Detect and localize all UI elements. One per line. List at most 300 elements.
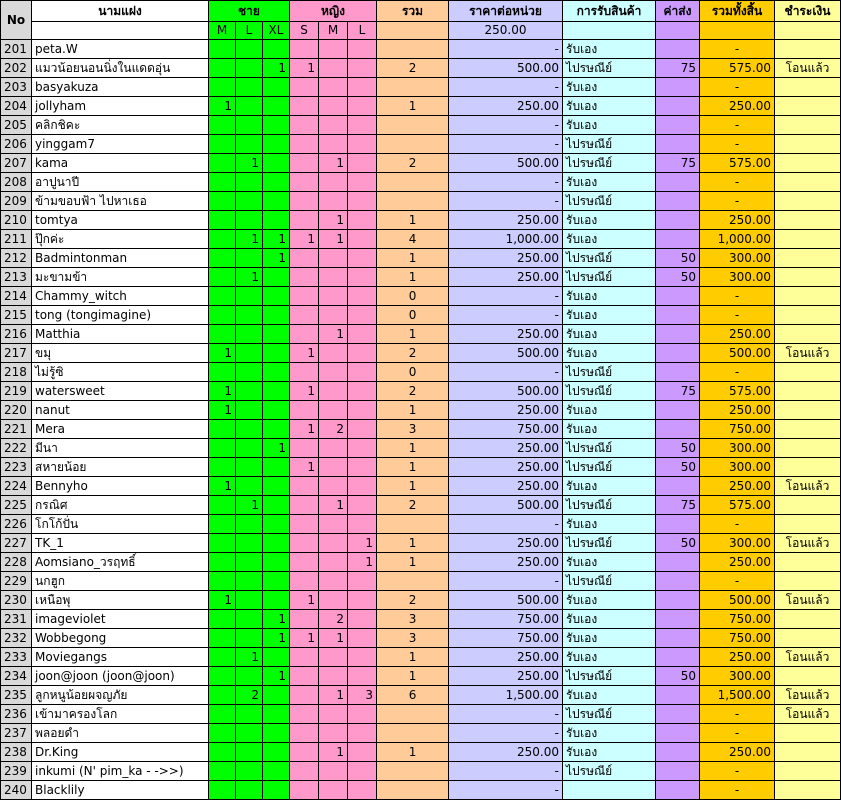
male-l-cell[interactable] [236, 192, 263, 211]
alias-cell[interactable]: kama [32, 154, 209, 173]
male-m-cell[interactable] [209, 325, 236, 344]
shipping-cell[interactable]: 50 [656, 249, 700, 268]
size-header-female-m[interactable]: M [319, 22, 348, 40]
unit-price-cell[interactable]: - [449, 762, 563, 781]
alias-cell[interactable]: ขมุ [32, 344, 209, 363]
male-m-cell[interactable]: 1 [209, 344, 236, 363]
female-l-cell[interactable] [348, 211, 377, 230]
grand-total-cell[interactable]: 575.00 [700, 382, 775, 401]
female-m-cell[interactable] [319, 192, 348, 211]
unit-price-cell[interactable]: 1,500.00 [449, 686, 563, 705]
total-qty-cell[interactable]: 0 [377, 287, 449, 306]
alias-cell[interactable]: basyakuza [32, 78, 209, 97]
alias-cell[interactable]: มีนา [32, 439, 209, 458]
male-xl-cell[interactable] [263, 572, 290, 591]
row-number[interactable]: 220 [1, 401, 32, 420]
row-number[interactable]: 213 [1, 268, 32, 287]
grand-total-cell[interactable]: 300.00 [700, 439, 775, 458]
payment-cell[interactable] [775, 629, 841, 648]
female-l-cell[interactable] [348, 496, 377, 515]
pickup-cell[interactable] [563, 781, 656, 800]
female-m-cell[interactable]: 1 [319, 743, 348, 762]
shipping-cell[interactable] [656, 781, 700, 800]
shipping-cell[interactable] [656, 724, 700, 743]
total-qty-cell[interactable] [377, 705, 449, 724]
total-qty-cell[interactable]: 1 [377, 211, 449, 230]
female-s-cell[interactable]: 1 [290, 344, 319, 363]
alias-cell[interactable]: tomtya [32, 211, 209, 230]
row-number[interactable]: 209 [1, 192, 32, 211]
unit-price-cell[interactable]: - [449, 116, 563, 135]
shipping-cell[interactable] [656, 230, 700, 249]
pickup-cell[interactable]: รับเอง [563, 344, 656, 363]
header-grand-total[interactable]: รวมทั้งสิ้น [700, 1, 775, 22]
female-s-cell[interactable] [290, 287, 319, 306]
male-m-cell[interactable] [209, 135, 236, 154]
size-header-pickup-blank[interactable] [563, 22, 656, 40]
size-header-male-m[interactable]: M [209, 22, 236, 40]
total-qty-cell[interactable]: 1 [377, 553, 449, 572]
alias-cell[interactable]: imageviolet [32, 610, 209, 629]
total-qty-cell[interactable]: 2 [377, 496, 449, 515]
pickup-cell[interactable]: รับเอง [563, 610, 656, 629]
unit-price-cell[interactable]: 250.00 [449, 97, 563, 116]
shipping-cell[interactable] [656, 325, 700, 344]
shipping-cell[interactable] [656, 287, 700, 306]
male-m-cell[interactable] [209, 743, 236, 762]
female-s-cell[interactable]: 1 [290, 591, 319, 610]
row-number[interactable]: 202 [1, 59, 32, 78]
male-m-cell[interactable] [209, 572, 236, 591]
male-l-cell[interactable]: 1 [236, 496, 263, 515]
unit-price-cell[interactable]: 250.00 [449, 401, 563, 420]
total-qty-cell[interactable]: 3 [377, 610, 449, 629]
total-qty-cell[interactable] [377, 515, 449, 534]
unit-price-cell[interactable]: 250.00 [449, 648, 563, 667]
alias-cell[interactable]: Badmintonman [32, 249, 209, 268]
male-xl-cell[interactable]: 1 [263, 249, 290, 268]
female-s-cell[interactable] [290, 572, 319, 591]
unit-price-cell[interactable]: - [449, 135, 563, 154]
grand-total-cell[interactable]: 250.00 [700, 477, 775, 496]
unit-price-cell[interactable]: - [449, 572, 563, 591]
female-m-cell[interactable]: 1 [319, 230, 348, 249]
female-s-cell[interactable] [290, 781, 319, 800]
total-qty-cell[interactable]: 1 [377, 268, 449, 287]
female-l-cell[interactable] [348, 762, 377, 781]
male-m-cell[interactable] [209, 306, 236, 325]
female-l-cell[interactable] [348, 648, 377, 667]
row-number[interactable]: 238 [1, 743, 32, 762]
female-l-cell[interactable] [348, 59, 377, 78]
alias-cell[interactable]: สหายน้อย [32, 458, 209, 477]
size-header-female-l[interactable]: L [348, 22, 377, 40]
shipping-cell[interactable] [656, 610, 700, 629]
payment-cell[interactable] [775, 116, 841, 135]
female-m-cell[interactable] [319, 135, 348, 154]
grand-total-cell[interactable]: 250.00 [700, 648, 775, 667]
female-l-cell[interactable] [348, 173, 377, 192]
grand-total-cell[interactable]: - [700, 363, 775, 382]
total-qty-cell[interactable]: 1 [377, 97, 449, 116]
payment-cell[interactable] [775, 135, 841, 154]
female-l-cell[interactable] [348, 97, 377, 116]
unit-price-cell[interactable]: 250.00 [449, 667, 563, 686]
alias-cell[interactable]: ปุ๊กค่ะ [32, 230, 209, 249]
payment-cell[interactable] [775, 458, 841, 477]
pickup-cell[interactable]: รับเอง [563, 477, 656, 496]
female-s-cell[interactable] [290, 439, 319, 458]
unit-price-cell[interactable]: 500.00 [449, 344, 563, 363]
grand-total-cell[interactable]: - [700, 515, 775, 534]
unit-price-cell[interactable]: 250.00 [449, 477, 563, 496]
grand-total-cell[interactable]: - [700, 306, 775, 325]
pickup-cell[interactable]: รับเอง [563, 173, 656, 192]
grand-total-cell[interactable]: - [700, 78, 775, 97]
row-number[interactable]: 227 [1, 534, 32, 553]
female-l-cell[interactable] [348, 458, 377, 477]
payment-cell[interactable] [775, 762, 841, 781]
female-m-cell[interactable] [319, 591, 348, 610]
female-l-cell[interactable] [348, 287, 377, 306]
male-xl-cell[interactable] [263, 344, 290, 363]
shipping-cell[interactable]: 50 [656, 458, 700, 477]
pickup-cell[interactable]: ไปรษณีย์ [563, 192, 656, 211]
female-m-cell[interactable] [319, 306, 348, 325]
payment-cell[interactable] [775, 496, 841, 515]
row-number[interactable]: 228 [1, 553, 32, 572]
payment-cell[interactable] [775, 230, 841, 249]
male-m-cell[interactable] [209, 116, 236, 135]
shipping-cell[interactable]: 50 [656, 534, 700, 553]
total-qty-cell[interactable]: 2 [377, 591, 449, 610]
male-l-cell[interactable] [236, 515, 263, 534]
total-qty-cell[interactable] [377, 40, 449, 59]
pickup-cell[interactable]: รับเอง [563, 211, 656, 230]
female-s-cell[interactable]: 1 [290, 458, 319, 477]
female-m-cell[interactable] [319, 78, 348, 97]
female-s-cell[interactable]: 1 [290, 629, 319, 648]
payment-cell[interactable]: โอนแล้ว [775, 705, 841, 724]
female-l-cell[interactable] [348, 306, 377, 325]
female-s-cell[interactable] [290, 97, 319, 116]
total-qty-cell[interactable]: 2 [377, 382, 449, 401]
unit-price-cell[interactable]: - [449, 724, 563, 743]
alias-cell[interactable]: watersweet [32, 382, 209, 401]
row-number[interactable]: 226 [1, 515, 32, 534]
total-qty-cell[interactable]: 1 [377, 648, 449, 667]
female-m-cell[interactable] [319, 667, 348, 686]
payment-cell[interactable] [775, 610, 841, 629]
male-l-cell[interactable] [236, 116, 263, 135]
female-m-cell[interactable]: 2 [319, 420, 348, 439]
row-number[interactable]: 224 [1, 477, 32, 496]
payment-cell[interactable]: โอนแล้ว [775, 591, 841, 610]
payment-cell[interactable] [775, 553, 841, 572]
size-header-female-s[interactable]: S [290, 22, 319, 40]
female-m-cell[interactable] [319, 534, 348, 553]
female-s-cell[interactable] [290, 154, 319, 173]
male-xl-cell[interactable] [263, 78, 290, 97]
female-l-cell[interactable] [348, 344, 377, 363]
grand-total-cell[interactable]: 300.00 [700, 534, 775, 553]
female-l-cell[interactable] [348, 40, 377, 59]
female-m-cell[interactable] [319, 268, 348, 287]
header-shipping[interactable]: ค่าส่ง [656, 1, 700, 22]
female-s-cell[interactable]: 1 [290, 420, 319, 439]
shipping-cell[interactable] [656, 420, 700, 439]
payment-cell[interactable] [775, 667, 841, 686]
male-xl-cell[interactable] [263, 97, 290, 116]
male-l-cell[interactable] [236, 762, 263, 781]
female-l-cell[interactable] [348, 629, 377, 648]
male-xl-cell[interactable] [263, 211, 290, 230]
unit-price-cell[interactable]: 500.00 [449, 154, 563, 173]
pickup-cell[interactable]: รับเอง [563, 724, 656, 743]
shipping-cell[interactable] [656, 686, 700, 705]
grand-total-cell[interactable]: 250.00 [700, 743, 775, 762]
pickup-cell[interactable]: ไปรษณีย์ [563, 458, 656, 477]
male-m-cell[interactable]: 1 [209, 382, 236, 401]
row-number[interactable]: 218 [1, 363, 32, 382]
row-number[interactable]: 222 [1, 439, 32, 458]
female-s-cell[interactable] [290, 610, 319, 629]
male-l-cell[interactable] [236, 382, 263, 401]
unit-price-cell[interactable]: 500.00 [449, 382, 563, 401]
male-l-cell[interactable]: 1 [236, 154, 263, 173]
female-l-cell[interactable]: 1 [348, 553, 377, 572]
female-l-cell[interactable] [348, 667, 377, 686]
shipping-cell[interactable] [656, 648, 700, 667]
pickup-cell[interactable]: ไปรษณีย์ [563, 363, 656, 382]
shipping-cell[interactable] [656, 78, 700, 97]
female-s-cell[interactable] [290, 667, 319, 686]
male-l-cell[interactable] [236, 629, 263, 648]
male-xl-cell[interactable] [263, 591, 290, 610]
male-l-cell[interactable] [236, 173, 263, 192]
shipping-cell[interactable] [656, 135, 700, 154]
row-number[interactable]: 229 [1, 572, 32, 591]
shipping-cell[interactable] [656, 629, 700, 648]
payment-cell[interactable] [775, 401, 841, 420]
female-s-cell[interactable] [290, 268, 319, 287]
male-l-cell[interactable] [236, 781, 263, 800]
male-l-cell[interactable] [236, 439, 263, 458]
grand-total-cell[interactable]: 750.00 [700, 420, 775, 439]
male-m-cell[interactable] [209, 59, 236, 78]
row-number[interactable]: 203 [1, 78, 32, 97]
unit-price-cell[interactable]: - [449, 192, 563, 211]
alias-cell[interactable]: มะขามข้า [32, 268, 209, 287]
payment-cell[interactable] [775, 40, 841, 59]
male-xl-cell[interactable] [263, 477, 290, 496]
payment-cell[interactable] [775, 306, 841, 325]
pickup-cell[interactable]: รับเอง [563, 553, 656, 572]
row-number[interactable]: 208 [1, 173, 32, 192]
grand-total-cell[interactable]: - [700, 287, 775, 306]
total-qty-cell[interactable]: 2 [377, 344, 449, 363]
shipping-cell[interactable]: 75 [656, 154, 700, 173]
row-number[interactable]: 211 [1, 230, 32, 249]
row-number[interactable]: 214 [1, 287, 32, 306]
male-l-cell[interactable] [236, 97, 263, 116]
male-xl-cell[interactable] [263, 192, 290, 211]
grand-total-cell[interactable]: - [700, 135, 775, 154]
male-l-cell[interactable] [236, 287, 263, 306]
female-m-cell[interactable] [319, 762, 348, 781]
grand-total-cell[interactable]: 500.00 [700, 591, 775, 610]
row-number[interactable]: 232 [1, 629, 32, 648]
size-header-payment-blank[interactable] [775, 22, 841, 40]
total-qty-cell[interactable]: 2 [377, 154, 449, 173]
male-l-cell[interactable] [236, 306, 263, 325]
grand-total-cell[interactable]: 575.00 [700, 59, 775, 78]
alias-cell[interactable]: ไม่รู้ซิ [32, 363, 209, 382]
female-m-cell[interactable]: 1 [319, 629, 348, 648]
total-qty-cell[interactable]: 1 [377, 477, 449, 496]
male-xl-cell[interactable]: 1 [263, 667, 290, 686]
payment-cell[interactable] [775, 743, 841, 762]
female-s-cell[interactable] [290, 306, 319, 325]
grand-total-cell[interactable]: - [700, 572, 775, 591]
unit-price-cell[interactable]: 250.00 [449, 249, 563, 268]
female-s-cell[interactable] [290, 325, 319, 344]
total-qty-cell[interactable]: 1 [377, 743, 449, 762]
male-m-cell[interactable] [209, 553, 236, 572]
grand-total-cell[interactable]: 300.00 [700, 268, 775, 287]
size-header-male-xl[interactable]: XL [263, 22, 290, 40]
pickup-cell[interactable]: รับเอง [563, 40, 656, 59]
alias-cell[interactable]: เหนือพุ [32, 591, 209, 610]
male-m-cell[interactable] [209, 762, 236, 781]
payment-cell[interactable] [775, 363, 841, 382]
unit-price-cell[interactable]: 500.00 [449, 496, 563, 515]
female-s-cell[interactable] [290, 686, 319, 705]
female-l-cell[interactable] [348, 116, 377, 135]
shipping-cell[interactable]: 75 [656, 59, 700, 78]
female-l-cell[interactable] [348, 477, 377, 496]
grand-total-cell[interactable]: 300.00 [700, 667, 775, 686]
shipping-cell[interactable] [656, 116, 700, 135]
row-number[interactable]: 207 [1, 154, 32, 173]
alias-cell[interactable]: Bennyho [32, 477, 209, 496]
total-qty-cell[interactable] [377, 572, 449, 591]
female-l-cell[interactable] [348, 705, 377, 724]
female-m-cell[interactable] [319, 363, 348, 382]
shipping-cell[interactable] [656, 97, 700, 116]
grand-total-cell[interactable]: 575.00 [700, 154, 775, 173]
payment-cell[interactable]: โอนแล้ว [775, 648, 841, 667]
unit-price-cell[interactable]: 250.00 [449, 534, 563, 553]
total-qty-cell[interactable]: 1 [377, 401, 449, 420]
payment-cell[interactable] [775, 211, 841, 230]
male-m-cell[interactable] [209, 686, 236, 705]
row-number[interactable]: 216 [1, 325, 32, 344]
male-xl-cell[interactable]: 1 [263, 230, 290, 249]
female-s-cell[interactable] [290, 401, 319, 420]
female-s-cell[interactable] [290, 116, 319, 135]
unit-price-cell[interactable]: - [449, 40, 563, 59]
male-xl-cell[interactable] [263, 325, 290, 344]
row-number[interactable]: 234 [1, 667, 32, 686]
female-m-cell[interactable]: 2 [319, 610, 348, 629]
size-header-total-blank[interactable] [377, 22, 449, 40]
pickup-cell[interactable]: ไปรษณีย์ [563, 249, 656, 268]
grand-total-cell[interactable]: 250.00 [700, 97, 775, 116]
male-xl-cell[interactable] [263, 363, 290, 382]
male-l-cell[interactable] [236, 743, 263, 762]
male-xl-cell[interactable] [263, 648, 290, 667]
female-s-cell[interactable] [290, 534, 319, 553]
pickup-cell[interactable]: ไปรษณีย์ [563, 382, 656, 401]
total-qty-cell[interactable]: 1 [377, 249, 449, 268]
shipping-cell[interactable] [656, 211, 700, 230]
alias-cell[interactable]: joon@joon (joon@joon) [32, 667, 209, 686]
female-s-cell[interactable] [290, 724, 319, 743]
female-m-cell[interactable] [319, 781, 348, 800]
row-number[interactable]: 205 [1, 116, 32, 135]
female-l-cell[interactable] [348, 78, 377, 97]
female-l-cell[interactable]: 3 [348, 686, 377, 705]
male-l-cell[interactable]: 1 [236, 268, 263, 287]
row-number[interactable]: 239 [1, 762, 32, 781]
male-l-cell[interactable]: 2 [236, 686, 263, 705]
alias-cell[interactable]: Wobbegong [32, 629, 209, 648]
male-xl-cell[interactable] [263, 154, 290, 173]
header-female[interactable]: หญิง [290, 1, 377, 22]
female-l-cell[interactable] [348, 325, 377, 344]
male-l-cell[interactable] [236, 610, 263, 629]
total-qty-cell[interactable]: 0 [377, 306, 449, 325]
row-number[interactable]: 217 [1, 344, 32, 363]
male-l-cell[interactable] [236, 344, 263, 363]
grand-total-cell[interactable]: 250.00 [700, 401, 775, 420]
male-xl-cell[interactable] [263, 382, 290, 401]
pickup-cell[interactable]: รับเอง [563, 116, 656, 135]
grand-total-cell[interactable]: - [700, 40, 775, 59]
grand-total-cell[interactable]: 300.00 [700, 458, 775, 477]
male-l-cell[interactable] [236, 667, 263, 686]
female-m-cell[interactable] [319, 287, 348, 306]
grand-total-cell[interactable]: - [700, 781, 775, 800]
male-xl-cell[interactable] [263, 724, 290, 743]
pickup-cell[interactable]: ไปรษณีย์ [563, 667, 656, 686]
female-s-cell[interactable] [290, 192, 319, 211]
payment-cell[interactable] [775, 97, 841, 116]
female-l-cell[interactable] [348, 401, 377, 420]
female-l-cell[interactable] [348, 192, 377, 211]
total-qty-cell[interactable] [377, 116, 449, 135]
payment-cell[interactable]: โอนแล้ว [775, 59, 841, 78]
female-s-cell[interactable] [290, 553, 319, 572]
alias-cell[interactable]: กรณิศ [32, 496, 209, 515]
female-s-cell[interactable] [290, 515, 319, 534]
pickup-cell[interactable]: ไปรษณีย์ [563, 154, 656, 173]
payment-cell[interactable] [775, 724, 841, 743]
male-m-cell[interactable] [209, 268, 236, 287]
female-s-cell[interactable]: 1 [290, 382, 319, 401]
male-m-cell[interactable] [209, 287, 236, 306]
grand-total-cell[interactable]: 750.00 [700, 629, 775, 648]
header-payment[interactable]: ชำระเงิน [775, 1, 841, 22]
female-l-cell[interactable] [348, 724, 377, 743]
alias-cell[interactable]: Chammy_witch [32, 287, 209, 306]
row-number[interactable]: 237 [1, 724, 32, 743]
size-header-male-l[interactable]: L [236, 22, 263, 40]
alias-cell[interactable]: TK_1 [32, 534, 209, 553]
total-qty-cell[interactable]: 1 [377, 439, 449, 458]
female-s-cell[interactable] [290, 135, 319, 154]
